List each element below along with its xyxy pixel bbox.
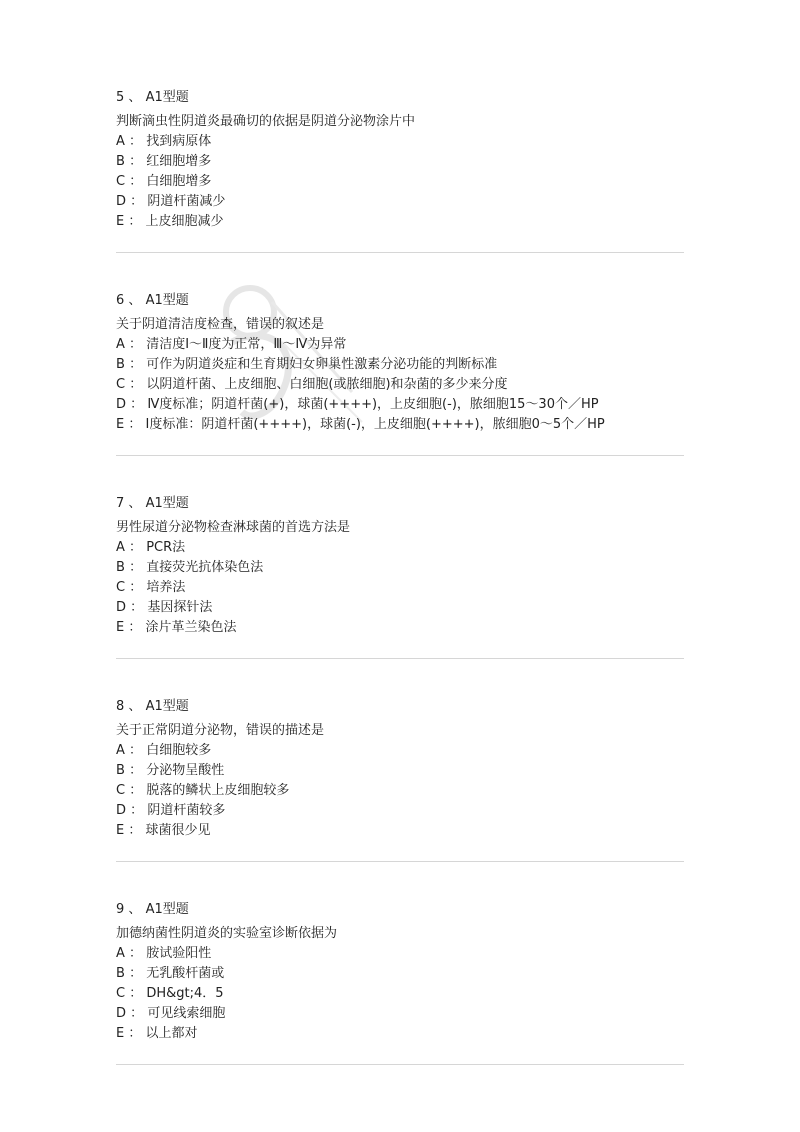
option-c: C ： 以阴道杆菌、上皮细胞、白细胞(或脓细胞)和杂菌的多少来分度 <box>116 377 508 392</box>
question-5 <box>116 88 686 253</box>
question-type: A1型题 <box>145 293 189 308</box>
option-c: C ： 培养法 <box>116 580 186 595</box>
option-d: D ： 阴道杆菌减少 <box>116 194 226 209</box>
question-list <box>116 88 686 1103</box>
option-a: A ： PCR法 <box>116 540 186 555</box>
question-header <box>116 900 686 920</box>
question-stem: 关于阴道清洁度检查，错误的叙述是 <box>116 317 325 332</box>
divider <box>116 861 684 862</box>
option-c: C ： 脱落的鳞状上皮细胞较多 <box>116 783 290 798</box>
question-type: A1型题 <box>145 902 189 917</box>
question-7 <box>116 494 686 659</box>
option-e: E ： 以上都对 <box>116 1026 198 1041</box>
question-stem: 关于正常阴道分泌物，错误的描述是 <box>116 723 325 738</box>
option-b: B ： 直接荧光抗体染色法 <box>116 560 264 575</box>
divider <box>116 658 684 659</box>
option-a: A ： 找到病原体 <box>116 134 212 149</box>
question-8 <box>116 697 686 862</box>
question-number: 9 <box>116 902 125 917</box>
question-header <box>116 697 686 717</box>
option-a: A ： 白细胞较多 <box>116 743 212 758</box>
divider <box>116 252 684 253</box>
option-c: C ： DH&gt;4．5 <box>116 986 224 1001</box>
question-number: 8 <box>116 699 125 714</box>
option-e: E ： Ⅰ度标准：阴道杆菌(++++)，球菌(-)，上皮细胞(++++)，脓细胞0～5个／HP <box>116 417 605 432</box>
question-stem: 男性尿道分泌物检查淋球菌的首选方法是 <box>116 520 351 535</box>
question-6 <box>116 291 686 456</box>
option-b: B ： 分泌物呈酸性 <box>116 763 225 778</box>
question-number: 5 <box>116 90 125 105</box>
divider <box>116 1064 684 1065</box>
option-e: E ： 涂片革兰染色法 <box>116 620 237 635</box>
question-sep: 、 <box>128 90 142 105</box>
question-sep: 、 <box>128 293 142 308</box>
question-number: 7 <box>116 496 125 511</box>
question-stem: 判断滴虫性阴道炎最确切的依据是阴道分泌物涂片中 <box>116 114 416 129</box>
question-type: A1型题 <box>145 699 189 714</box>
option-b: B ： 无乳酸杆菌或 <box>116 966 225 981</box>
question-sep: 、 <box>128 699 142 714</box>
option-b: B ： 可作为阴道炎症和生育期妇女卵巢性激素分泌功能的判断标准 <box>116 357 498 372</box>
option-e: E ： 上皮细胞减少 <box>116 214 224 229</box>
question-sep: 、 <box>128 496 142 511</box>
question-type: A1型题 <box>145 496 189 511</box>
option-d: D ： 基因探针法 <box>116 600 213 615</box>
option-d: D ： 可见线索细胞 <box>116 1006 226 1021</box>
question-number: 6 <box>116 293 125 308</box>
question-9 <box>116 900 686 1065</box>
option-d: D ： Ⅳ度标准；阴道杆菌(+)，球菌(++++)，上皮细胞(-)，脓细胞15～30个／HP <box>116 397 599 412</box>
question-type: A1型题 <box>145 90 189 105</box>
question-header <box>116 88 686 108</box>
question-header <box>116 494 686 514</box>
option-a: A ： 胺试验阳性 <box>116 946 212 961</box>
question-stem: 加德纳菌性阴道炎的实验室诊断依据为 <box>116 926 338 941</box>
divider <box>116 455 684 456</box>
question-header <box>116 291 686 311</box>
option-d: D ： 阴道杆菌较多 <box>116 803 226 818</box>
option-e: E ： 球菌很少见 <box>116 823 211 838</box>
option-a: A ： 清洁度Ⅰ～Ⅱ度为正常，Ⅲ～Ⅳ为异常 <box>116 337 347 352</box>
question-sep: 、 <box>128 902 142 917</box>
option-c: C ： 白细胞增多 <box>116 174 212 189</box>
option-b: B ： 红细胞增多 <box>116 154 212 169</box>
